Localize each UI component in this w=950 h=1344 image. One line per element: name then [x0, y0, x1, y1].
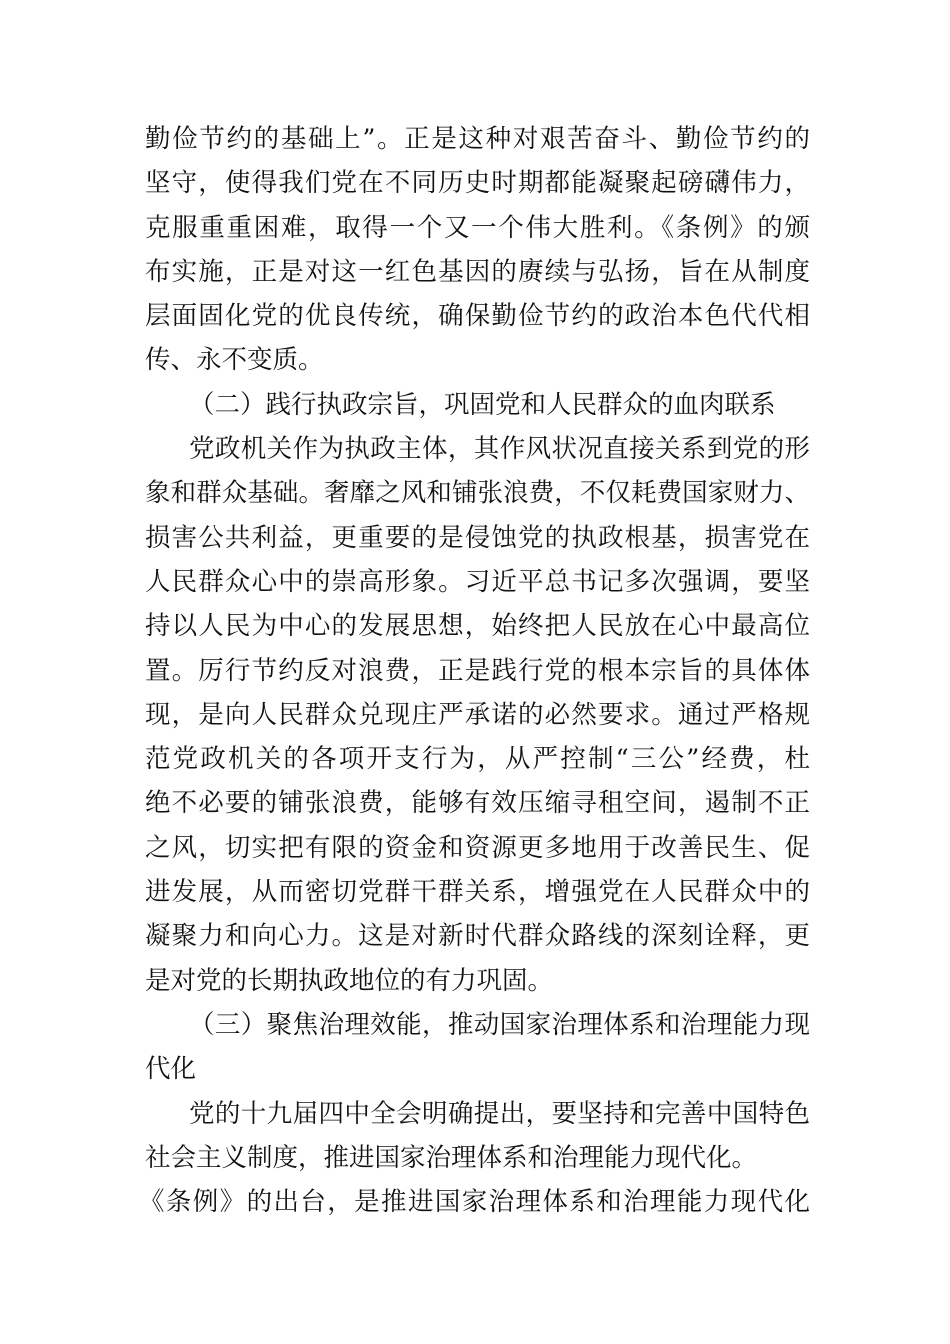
paragraph-line: 损害公共利益，更重要的是侵蚀党的执政根基，损害党在: [145, 522, 810, 553]
document-body: [139, 117, 810, 1224]
section-heading: （二）践行执政宗旨，巩固党和人民群众的血肉联系: [189, 389, 776, 420]
paragraph-line: 凝聚力和向心力。这是对新时代群众路线的深刻诠释，更: [145, 921, 810, 952]
section-heading: 代化: [145, 1054, 197, 1085]
paragraph-line: 绝不必要的铺张浪费，能够有效压缩寻租空间，遏制不正: [145, 788, 810, 819]
paragraph-line: 范党政机关的各项开支行为，从严控制“三公”经费，杜: [145, 744, 810, 775]
paragraph-line: 布实施，正是对这一红色基因的赓续与弘扬，旨在从制度: [145, 256, 810, 287]
section-heading: （三）聚焦治理效能，推动国家治理体系和治理能力现: [189, 1009, 810, 1040]
paragraph-line: 人民群众心中的崇高形象。习近平总书记多次强调，要坚: [145, 566, 810, 597]
paragraph-line: 象和群众基础。奢靡之风和铺张浪费，不仅耗费国家财力、: [145, 478, 810, 509]
paragraph-line: 《条例》的出台，是推进国家治理体系和治理能力现代化: [139, 1187, 810, 1218]
paragraph-line: 持以人民为中心的发展思想，始终把人民放在心中最高位: [145, 611, 810, 642]
paragraph-line: 党政机关作为执政主体，其作风状况直接关系到党的形: [189, 434, 810, 465]
paragraph-line: 社会主义制度，推进国家治理体系和治理能力现代化。: [145, 1142, 758, 1173]
paragraph-line: 进发展，从而密切党群干群关系，增强党在人民群众中的: [145, 877, 810, 908]
paragraph-line: 党的十九届四中全会明确提出，要坚持和完善中国特色: [189, 1098, 810, 1129]
paragraph-line: 置。厉行节约反对浪费，正是践行党的根本宗旨的具体体: [145, 655, 810, 686]
paragraph-line: 是对党的长期执政地位的有力巩固。: [145, 965, 554, 996]
paragraph-line: 层面固化党的优良传统，确保勤俭节约的政治本色代代相: [145, 301, 810, 332]
paragraph-line: 克服重重困难，取得一个又一个伟大胜利。《条例》的颁: [145, 212, 810, 243]
paragraph-line: 传、永不变质。: [145, 345, 324, 376]
paragraph-line: 现，是向人民群众兑现庄严承诺的必然要求。通过严格规: [145, 699, 810, 730]
paragraph-line: 勤俭节约的基础上”。正是这种对艰苦奋斗、勤俭节约的: [145, 124, 810, 154]
paragraph-line: 之风，切实把有限的资金和资源更多地用于改善民生、促: [145, 832, 810, 863]
paragraph-line: 坚守，使得我们党在不同历史时期都能凝聚起磅礴伟力，: [145, 168, 810, 199]
